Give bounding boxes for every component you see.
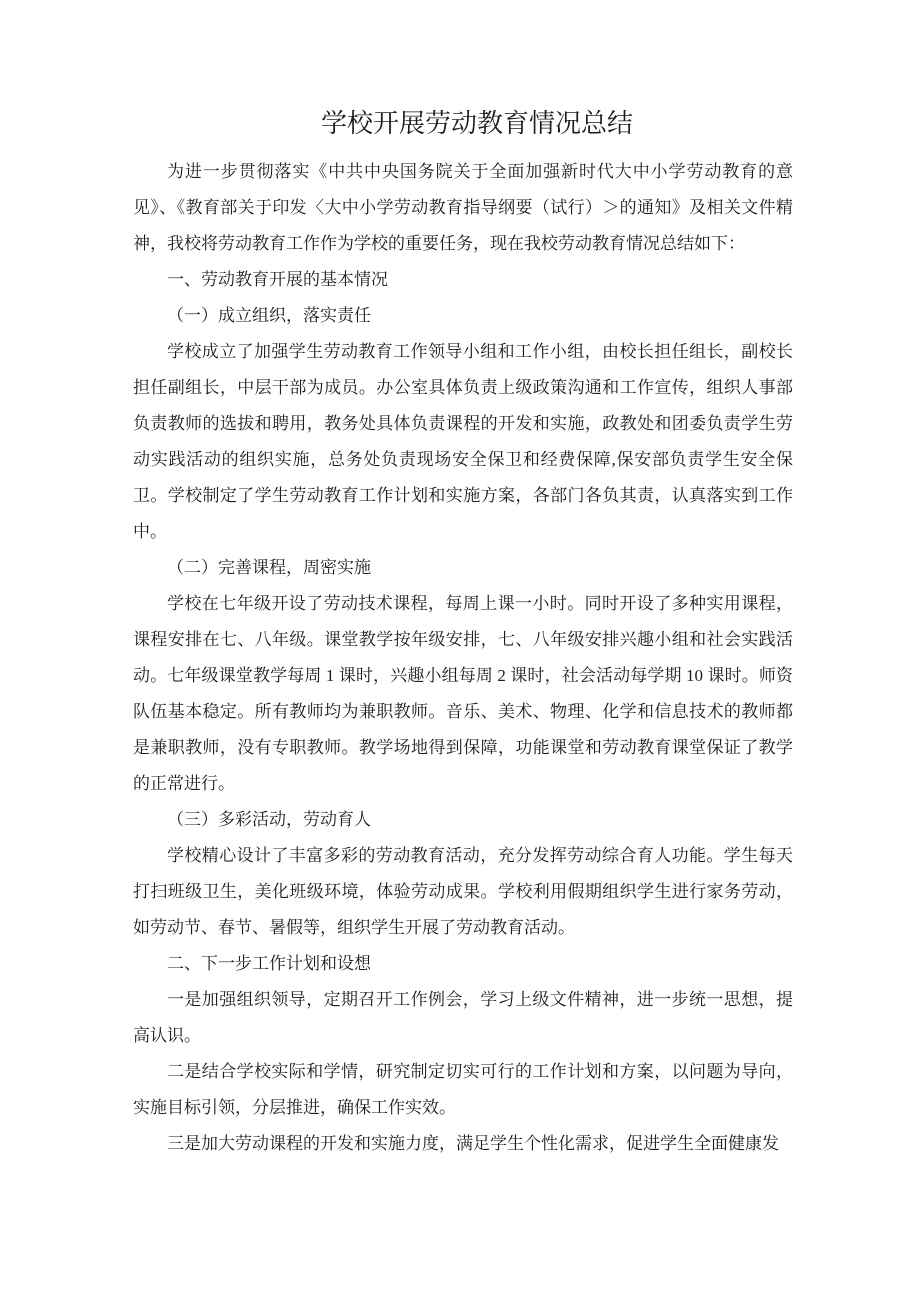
document-content <box>133 104 793 1162</box>
paragraph-body: 为进一步贯彻落实《中共中央国务院关于全面加强新时代大中小学劳动教育的意见》、《教育部关于印发〈大中小学劳动教育指导纲要（试行）＞的通知》及相关文件精神，我校将劳动教育工作作为学校的重要任务，现在我校劳动教育情况总结如下： <box>133 162 793 253</box>
paragraph-section-heading: 二、下一步工作计划和设想 <box>167 954 371 973</box>
paragraph-body: 学校成立了加强学生劳动教育工作领导小组和工作小组，由校长担任组长，副校长担任副组长，中层干部为成员。办公室具体负责上级政策沟通和工作宣传，组织人事部负责教师的选拔和聘用，教务处具体负责课程的开发和实施，政教处和团委负责学生劳动实践活动的组织实施，总务处负责现场安全保卫和经费保障,保安部负责学生安全保卫。学校制定了学生劳动教育工作计划和实施方案，各部门各负其责，认真落实到工作中。 <box>133 342 793 541</box>
paragraph-body: 学校在七年级开设了劳动技术课程，每周上课一小时。同时开设了多种实用课程，课程安排在七、八年级。课堂教学按年级安排，七、八年级安排兴趣小组和社会实践活动。七年级课堂教学每周 1 课时，兴趣小组每周 2 课时，社会活动每学期 10 课时。师资队伍基本稳定。所有教师均为兼职教师。音乐、美术、物理、化学和信息技术的教师都是兼职教师，没有专职教师。教学场地得到保障，功能课堂和劳动教育课堂保证了教学的正常进行。 <box>133 594 793 793</box>
paragraph-section-heading: 一、劳动教育开展的基本情况 <box>167 270 388 289</box>
paragraph-body: 三是加大劳动课程的开发和实施力度，满足学生个性化需求，促进学生全面健康发 <box>167 1134 779 1153</box>
paragraph-body: 学校精心设计了丰富多彩的劳动教育活动，充分发挥劳动综合育人功能。学生每天打扫班级卫生，美化班级环境，体验劳动成果。学校利用假期组织学生进行家务劳动，如劳动节、春节、暑假等，组织学生开展了劳动教育活动。 <box>133 846 793 937</box>
document-title: 学校开展劳动教育情况总结 <box>320 109 633 138</box>
document-paragraphs <box>133 154 793 1162</box>
paragraph-sub-heading: （一）成立组织，落实责任 <box>167 306 371 325</box>
paragraph-body: 一是加强组织领导，定期召开工作例会，学习上级文件精神，进一步统一思想，提高认识。 <box>133 990 793 1045</box>
paragraph-sub-heading: （二）完善课程，周密实施 <box>167 558 371 577</box>
paragraph-body: 二是结合学校实际和学情，研究制定切实可行的工作计划和方案，以问题为导向，实施目标引领，分层推进，确保工作实效。 <box>133 1062 793 1117</box>
paragraph-sub-heading: （三）多彩活动，劳动育人 <box>167 810 371 829</box>
